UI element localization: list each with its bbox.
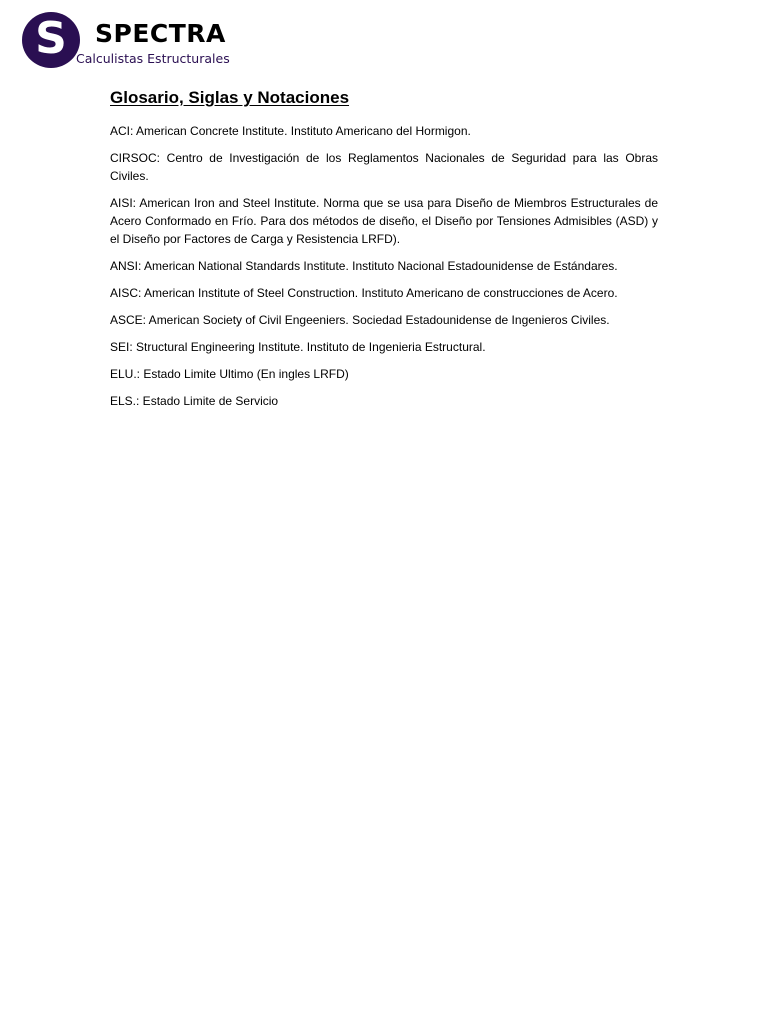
glossary-entry: ASCE: American Society of Civil Engeeniers. Sociedad Estadounidense de Ingenieros Civiles. <box>110 313 610 327</box>
logo-tagline: Calculistas Estructurales <box>76 51 230 66</box>
logo-name: SPECTRA <box>95 19 226 48</box>
glossary-entry: CIRSOC: Centro de Investigación de los Reglamentos Nacionales de Seguridad para las Obras Civiles. <box>110 151 658 183</box>
glossary-entry: AISC: American Institute of Steel Construction. Instituto Americano de construcciones de Acero. <box>110 286 618 300</box>
glossary-entry: AISI: American Iron and Steel Institute. Norma que se usa para Diseño de Miembros Estructurales de Acero Conformado en Frío. Para dos métodos de diseño, el Diseño por Tensiones Admisibles (ASD) y el Diseño por Factores de Carga y Resistencia LRFD). <box>110 196 658 246</box>
glossary-entry: ELU.: Estado Limite Ultimo (En ingles LRFD) <box>110 367 349 381</box>
glossary-entry: ANSI: American National Standards Institute. Instituto Nacional Estadounidense de Estándares. <box>110 259 618 273</box>
logo-letter: S <box>35 13 67 64</box>
document-title: Glosario, Siglas y Notaciones <box>110 88 350 107</box>
glossary-entry: ACI: American Concrete Institute. Instituto Americano del Hormigon. <box>110 124 471 138</box>
document-body <box>110 86 658 419</box>
logo-circle-icon <box>22 12 80 68</box>
company-logo <box>22 11 252 71</box>
glossary-entry: ELS.: Estado Limite de Servicio <box>110 394 279 408</box>
glossary-entry: SEI: Structural Engineering Institute. Instituto de Ingenieria Estructural. <box>110 340 486 354</box>
